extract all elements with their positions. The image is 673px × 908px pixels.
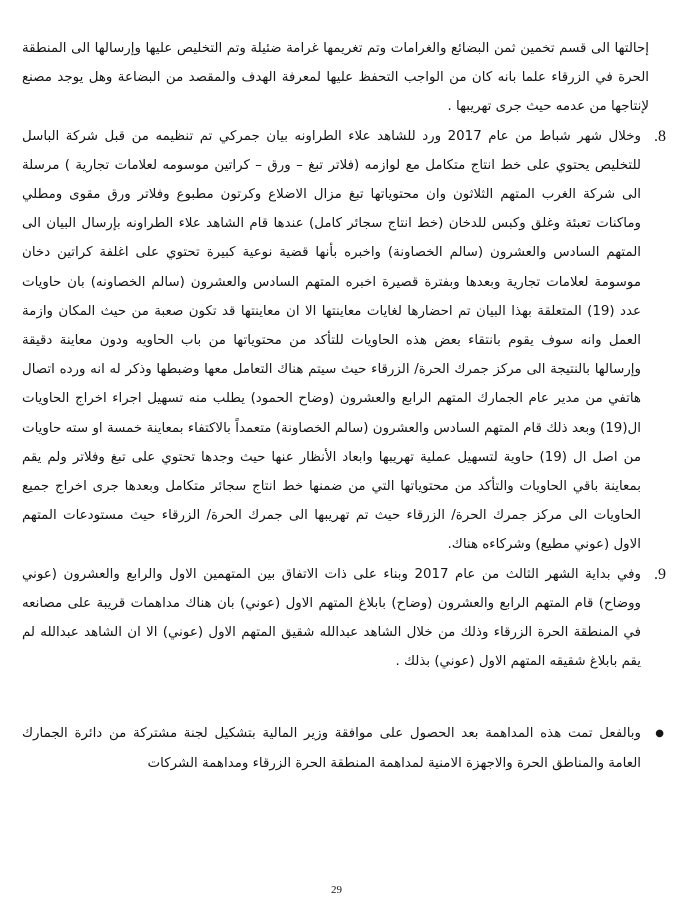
page-body bbox=[22, 34, 666, 778]
item-number-8: .8 bbox=[654, 127, 666, 145]
paragraph-spacer bbox=[22, 676, 649, 719]
bullet-item-text: وبالفعل تمت هذه المداهمة بعد الحصول على موافقة وزير المالية بتشكيل لجنة مشتركة من دائرة الجمارك العامة والمناطق الحرة والاجهزة الامنية لمداهمة المنطقة الحرة الزرقاء ومداهمة الشركات bbox=[22, 726, 641, 771]
item-9-text: وفي بداية الشهر الثالث من عام 2017 وبناء على ذات الاتفاق بين المتهمين الاول والرابع والعشرون (عوني ووضاح) قام المتهم الرابع والعشرون (وضاح) بابلاغ المتهم الاول (عوني) بان هناك مداهمات قريبة على مصانعه في المنطقة الحرة الزرقاء وذلك من خلال الشاهد عبدالله شقيق المتهم الاول (عوني) الا ان الشاهد عبدالله لم يقم بابلاغ شقيقه المتهم الاول (عوني) بذلك . bbox=[22, 566, 641, 670]
bullet-icon: ● bbox=[655, 728, 664, 740]
paragraph-intro: إحالتها الى قسم تخمين ثمن البضائع والغرامات وتم تغريمها غرامة ضئيلة وتم التخليص عليها وإرسالها الى المنطقة الحرة في الزرقاء علما بانه كان من الواجب التحفظ عليها لمعرفة الهدف والمقصد من البضاعة وهل يوجد مصنع لإنتاجها من عدمه حيث جرى تهريبها . bbox=[22, 41, 649, 115]
page-number: 29 bbox=[331, 884, 342, 896]
item-number-9: .9 bbox=[654, 565, 666, 583]
numbered-item-9 bbox=[22, 560, 666, 677]
bullet-item bbox=[22, 719, 664, 777]
item-8-text: وخلال شهر شباط من عام 2017 ورد للشاهد علاء الطراونه بيان جمركي تم تنظيمه من قبل شركة الباسل للتخليص يحتوي على خط انتاج متكامل مع لوازمه (فلاتر تبغ – ورق – كراتين موسومه لعلامات تجارية ) مرسلة الى شركة الغرب المتهم الثلاثون وان محتوياتها تبغ مزال الاضلاع وكرتون مطبوع وفلاتر ورق مقوى ومطلي وماكنات تعبئة وغلق وكبس للدخان (خط انتاج سجائر كامل) عندها قام الشاهد علاء الطراونه بإرسال البيان الى المتهم السادس والعشرون (سالم الخصاونة) واخبره بأنها قضية نوعية كبيرة تحتوي على اغلفة كراتين دخان موسومة لعلامات تجارية وبعدها وبفترة قصيرة اخبره المتهم السادس والعشرون (سالم الخصاونه) بان حاويات عدد (19) المتعلقة بهذا البيان تم احضارها لغايات معاينتها الا ان معاينتها قد تكون صعبة من حيث المكان وازمة العمل وانه سوف يقوم بانتقاء بعض هذه الحاويات للتأكد من محتوياتها من باب الحاويه ودون معاينة دقيقة وإرسالها بالنتيجة الى مركز جمرك الحرة/ الزرقاء حيث سيتم هناك التعامل معها وضبطها وذكر له انه ورده اتصال هاتفي من مدير عام الجمارك المتهم الرابع والعشرون (وضاح الحمود) يطلب منه تسهيل اجراء اخراج الحاويات ال(19) وبعد ذلك قام المتهم السادس والعشرون (سالم الخصاونة) متعمداً بالاكتفاء بمعاينة خمسة او سته حاويات من اصل ال (19) حاوية لتسهيل عملية تهريبها وابعاد الأنظار عنها حيث وجدها تحتوي على تبغ وفلاتر ولم يقم بمعاينة باقي الحاويات والتأكد من محتوياتها التي من ضمنها خط انتاج سجائر متكامل وبعدها جرى اخراج جميع الحاويات الى مركز جمرك الحرة/ الزرقاء حيث تم تهريبها الى جمرك الحرة/ الزرقاء حيث مستودعات المتهم الاول (عوني مطيع) وشركاءه هناك. bbox=[22, 128, 641, 553]
numbered-item-8 bbox=[22, 122, 666, 560]
